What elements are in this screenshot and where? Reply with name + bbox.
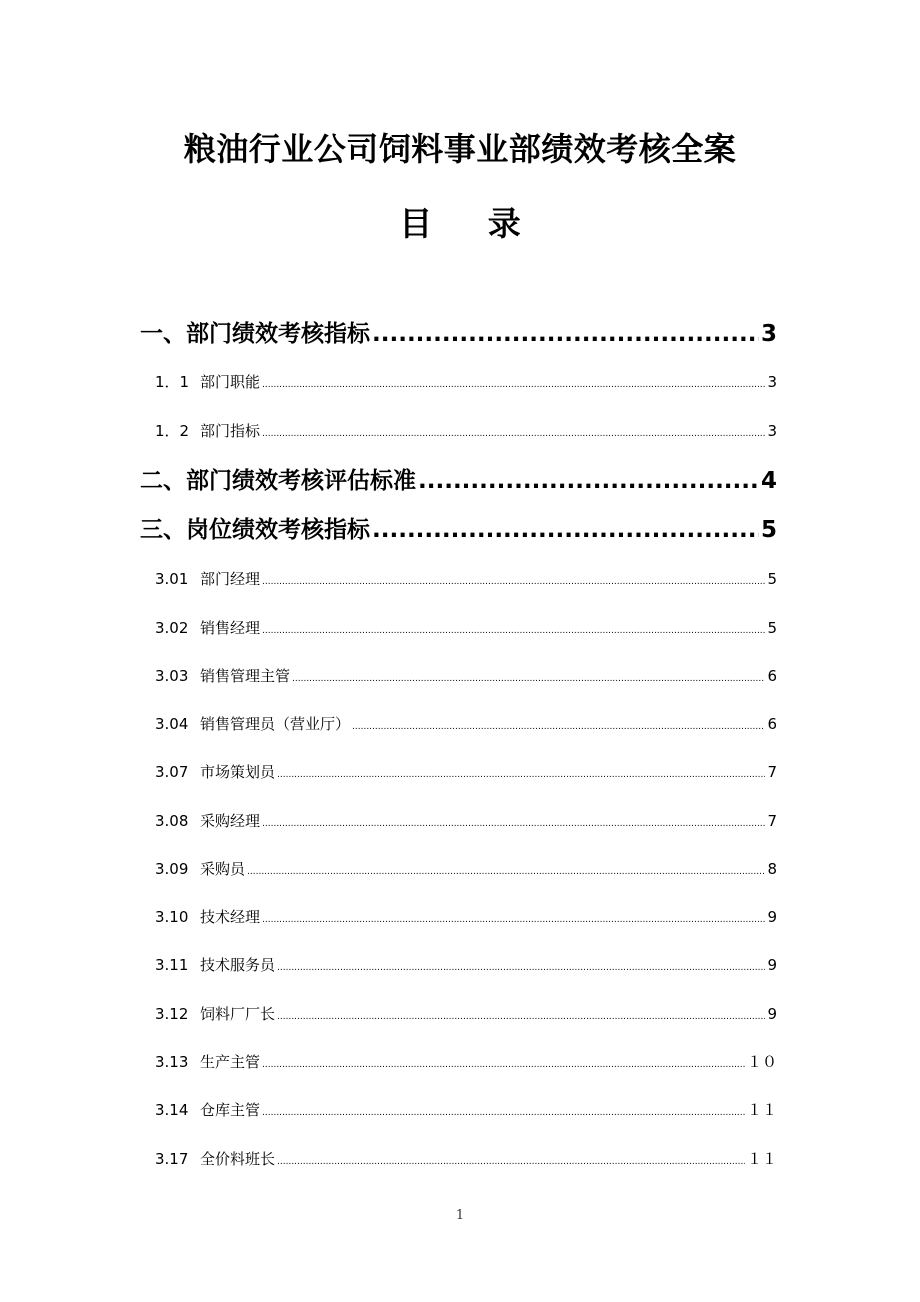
dot-leader	[262, 621, 765, 641]
toc-entry-3-09[interactable]	[155, 859, 777, 882]
dot-leader	[262, 1103, 745, 1123]
toc-entry-label: 市场策划员	[200, 763, 276, 781]
toc-entry-number: 3.17	[155, 1150, 189, 1168]
toc-entry-number: 3.14	[155, 1101, 189, 1119]
toc-entry-number: 1．2	[155, 422, 190, 440]
dot-leader	[372, 319, 759, 349]
dot-leader	[262, 375, 765, 395]
toc-entry-1-2[interactable]	[155, 421, 777, 444]
toc-entry-number: 1．1	[155, 373, 190, 391]
dot-leader	[262, 1055, 745, 1075]
toc-entry-number: 3.12	[155, 1005, 189, 1023]
toc-entry-3-07[interactable]	[155, 762, 777, 785]
toc-entry-page: 6	[767, 715, 777, 733]
toc-entry-page: 3	[760, 321, 777, 347]
toc-entry-section-2[interactable]	[140, 466, 777, 496]
dot-leader	[372, 515, 759, 545]
toc-entry-page: 9	[767, 908, 777, 926]
toc-entry-3-02[interactable]	[155, 618, 777, 641]
toc-entry-label: 销售管理主管	[200, 667, 291, 685]
dot-leader	[262, 814, 765, 834]
toc-entry-label: 采购经理	[200, 812, 261, 830]
toc-entry-3-12[interactable]	[155, 1004, 777, 1027]
toc-entry-page: 4	[760, 468, 777, 494]
toc-entry-label: 部门绩效考核指标	[186, 321, 370, 347]
toc-entry-page: 9	[767, 956, 777, 974]
toc-entry-page: 5	[760, 517, 777, 543]
toc-entry-number: 一、	[140, 321, 186, 347]
page-number: 1	[455, 1208, 465, 1223]
toc-entry-label: 饲料厂厂长	[200, 1005, 276, 1023]
dot-leader	[247, 862, 765, 882]
toc-entry-number: 3.07	[155, 763, 189, 781]
toc-entry-label: 岗位绩效考核指标	[186, 517, 370, 543]
toc-entry-3-11[interactable]	[155, 955, 777, 978]
toc-entry-label: 部门经理	[200, 570, 261, 588]
toc-entry-page: 5	[767, 570, 777, 588]
toc-entry-page: 3	[767, 373, 777, 391]
dot-leader	[292, 669, 765, 689]
toc-entry-section-3[interactable]	[140, 515, 777, 545]
toc-entry-label: 生产主管	[200, 1053, 261, 1071]
toc-entry-label: 部门绩效考核评估标准	[186, 468, 416, 494]
toc-entry-3-03[interactable]	[155, 666, 777, 689]
toc-entry-page: 9	[767, 1005, 777, 1023]
toc-entry-number: 3.08	[155, 812, 189, 830]
toc-entry-3-01[interactable]	[155, 569, 777, 592]
dot-leader	[277, 765, 765, 785]
toc-entry-number: 3.01	[155, 570, 189, 588]
dot-leader	[262, 910, 765, 930]
toc-entry-label: 仓库主管	[200, 1101, 261, 1119]
toc-entry-label: 全价料班长	[200, 1150, 276, 1168]
toc-entry-3-10[interactable]	[155, 907, 777, 930]
toc-entry-label: 技术服务员	[200, 956, 276, 974]
toc-entry-number: 3.10	[155, 908, 189, 926]
toc-entry-3-13[interactable]	[155, 1052, 777, 1075]
dot-leader	[352, 717, 765, 737]
toc-entry-label: 采购员	[200, 860, 246, 878]
dot-leader	[277, 1007, 765, 1027]
toc-heading: 目 录	[399, 204, 543, 243]
toc-entry-number: 3.13	[155, 1053, 189, 1071]
toc-entry-page: 6	[767, 667, 777, 685]
toc-entry-page: １１	[746, 1101, 777, 1119]
toc-entry-label: 销售管理员（营业厅）	[200, 715, 351, 733]
toc-entry-3-14[interactable]	[155, 1100, 777, 1123]
dot-leader	[262, 572, 765, 592]
toc-entry-page: 3	[767, 422, 777, 440]
toc-entry-label: 销售经理	[200, 619, 261, 637]
toc-entry-page: 7	[767, 763, 777, 781]
toc-entry-number: 二、	[140, 468, 186, 494]
toc-entry-page: 7	[767, 812, 777, 830]
document-title: 粮油行业公司饲料事业部绩效考核全案	[183, 130, 737, 168]
toc-entry-1-1[interactable]	[155, 372, 777, 395]
toc-entry-3-17[interactable]	[155, 1149, 777, 1172]
toc-entry-number: 3.09	[155, 860, 189, 878]
toc-entry-3-08[interactable]	[155, 811, 777, 834]
dot-leader	[262, 424, 765, 444]
toc-entry-number: 3.02	[155, 619, 189, 637]
toc-entry-page: １１	[746, 1150, 777, 1168]
toc-entry-label: 部门指标	[200, 422, 261, 440]
dot-leader	[277, 1152, 745, 1172]
toc-entry-page: 5	[767, 619, 777, 637]
toc-entry-section-1[interactable]	[140, 319, 777, 349]
toc-entry-label: 部门职能	[200, 373, 261, 391]
toc-entry-page: １０	[746, 1053, 777, 1071]
dot-leader	[277, 958, 765, 978]
toc-entry-page: 8	[767, 860, 777, 878]
toc-entry-number: 三、	[140, 517, 186, 543]
toc-entry-number: 3.03	[155, 667, 189, 685]
toc-entry-label: 技术经理	[200, 908, 261, 926]
toc-entry-number: 3.11	[155, 956, 189, 974]
toc-entry-number: 3.04	[155, 715, 189, 733]
dot-leader	[418, 466, 759, 496]
toc-entry-3-04[interactable]	[155, 714, 777, 737]
